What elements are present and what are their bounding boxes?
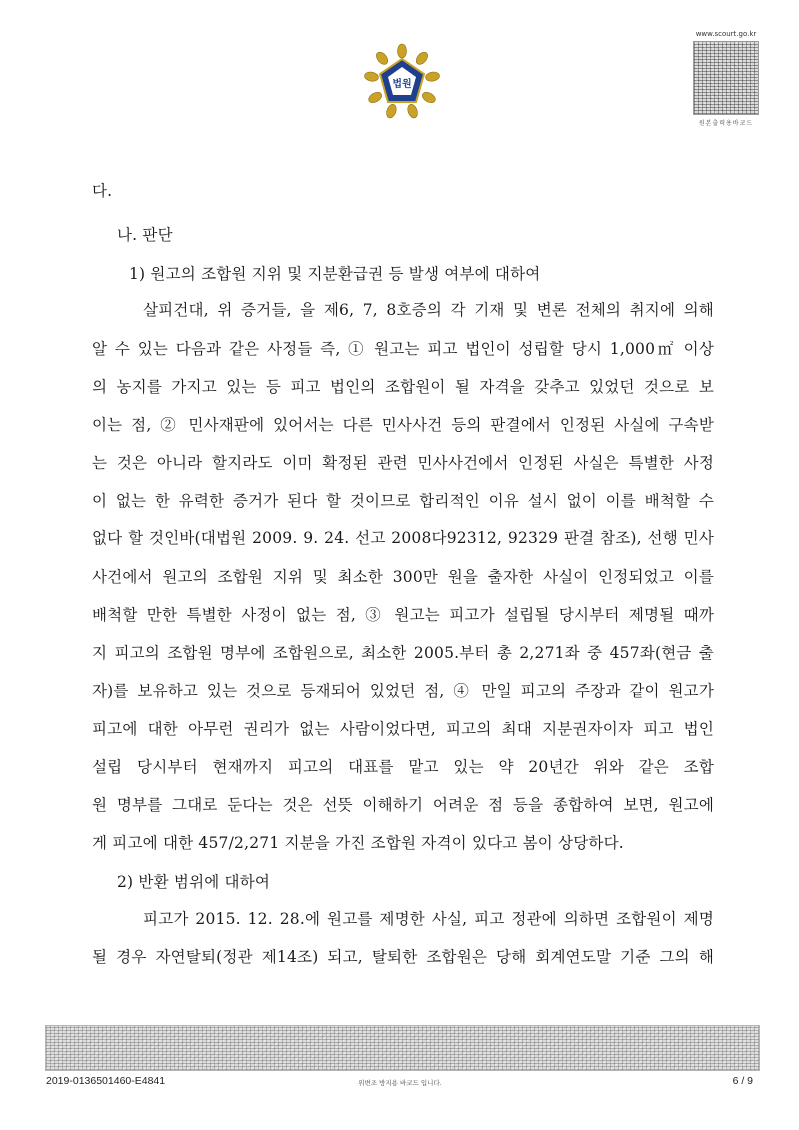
text-line: 원 명부를 그대로 둔다는 것은 선뜻 이해하기 어려운 점 등을 종합하여 보면, 원고에 — [92, 796, 714, 814]
barcode-caption: 원본출력용바코드 — [698, 120, 754, 127]
footer-note: 위변조 방지용 바코드 입니다. — [358, 1079, 442, 1087]
text-line: 피고에 대한 아무런 권리가 없는 사람이었다면, 피고의 최대 지분권자이자 피고 법인 — [92, 720, 714, 738]
verification-barcode — [690, 30, 762, 127]
seal-text: 법원 — [392, 79, 412, 90]
section-heading: 나. 판단 — [117, 226, 173, 244]
document-number: 2019-0136501460-E4841 — [46, 1075, 166, 1087]
text-line: 피고가 2015. 12. 28.에 원고를 제명한 사실, 피고 정관에 의하면 조합원이 제명 — [143, 910, 714, 928]
subsection-heading: 2) 반환 범위에 대하여 — [117, 873, 271, 891]
text-line: 설립 당시부터 현재까지 피고의 대표를 맡고 있는 약 20년간 위와 같은 조합 — [92, 758, 714, 776]
text-line: 이 없는 한 유력한 증거가 된다 할 것이므로 합리적인 이유 설시 없이 이를 배척할 수 — [92, 492, 714, 510]
text-line: 지 피고의 조합원 명부에 조합원으로, 최소한 2005.부터 총 2,271좌 중 457좌(현금 출 — [92, 644, 714, 662]
text-line: 배척할 만한 특별한 사정이 없는 점, ③ 원고는 피고가 설립될 당시부터 제명될 때까 — [92, 606, 714, 624]
text-line: 의 농지를 가지고 있는 등 피고 법인의 조합원이 될 자격을 갖추고 있었던 것으로 보 — [92, 378, 714, 396]
anti-forgery-barcode — [45, 1025, 760, 1071]
text-line: 다. — [92, 182, 113, 200]
text-line: 게 피고에 대한 457/2,271 지분을 가진 조합원 자격이 있다고 봄이 상당하다. — [92, 834, 624, 852]
text-line: 자)를 보유하고 있는 것으로 등재되어 있었던 점, ④ 만일 피고의 주장과 같이 원고가 — [92, 682, 714, 700]
text-line: 는 것은 아니라 할지라도 이미 확정된 관련 민사사건에서 인정된 사실은 특별한 사정 — [92, 454, 714, 472]
court-seal-icon — [362, 42, 442, 122]
text-line: 이는 점, ② 민사재판에 있어서는 다른 민사사건 등의 판결에서 인정된 사실에 구속받 — [92, 416, 714, 434]
text-line: 될 경우 자연탈퇴(정관 제14조) 되고, 탈퇴한 조합원은 당해 회계연도말 기준 그의 해 — [92, 948, 714, 966]
barcode-icon — [693, 41, 759, 115]
text-line: 없다 할 것인바(대법원 2009. 9. 24. 선고 2008다92312, 92329 판결 참조), 선행 민사 — [92, 529, 714, 547]
text-line: 살피건대, 위 증거들, 을 제6, 7, 8호증의 각 기재 및 변론 전체의 취지에 의해 — [143, 301, 714, 319]
text-line: 알 수 있는 다음과 같은 사정들 즉, ① 원고는 피고 법인이 성립할 당시 1,000㎡ 이상 — [92, 340, 714, 358]
barcode-url: www.scourt.go.kr — [695, 30, 757, 38]
subsection-heading: 1) 원고의 조합원 지위 및 지분환급권 등 발생 여부에 대하여 — [129, 265, 541, 283]
page-number: 6 / 9 — [732, 1075, 753, 1087]
text-line: 사건에서 원고의 조합원 지위 및 최소한 300만 원을 출자한 사실이 인정되었고 이를 — [92, 568, 714, 586]
